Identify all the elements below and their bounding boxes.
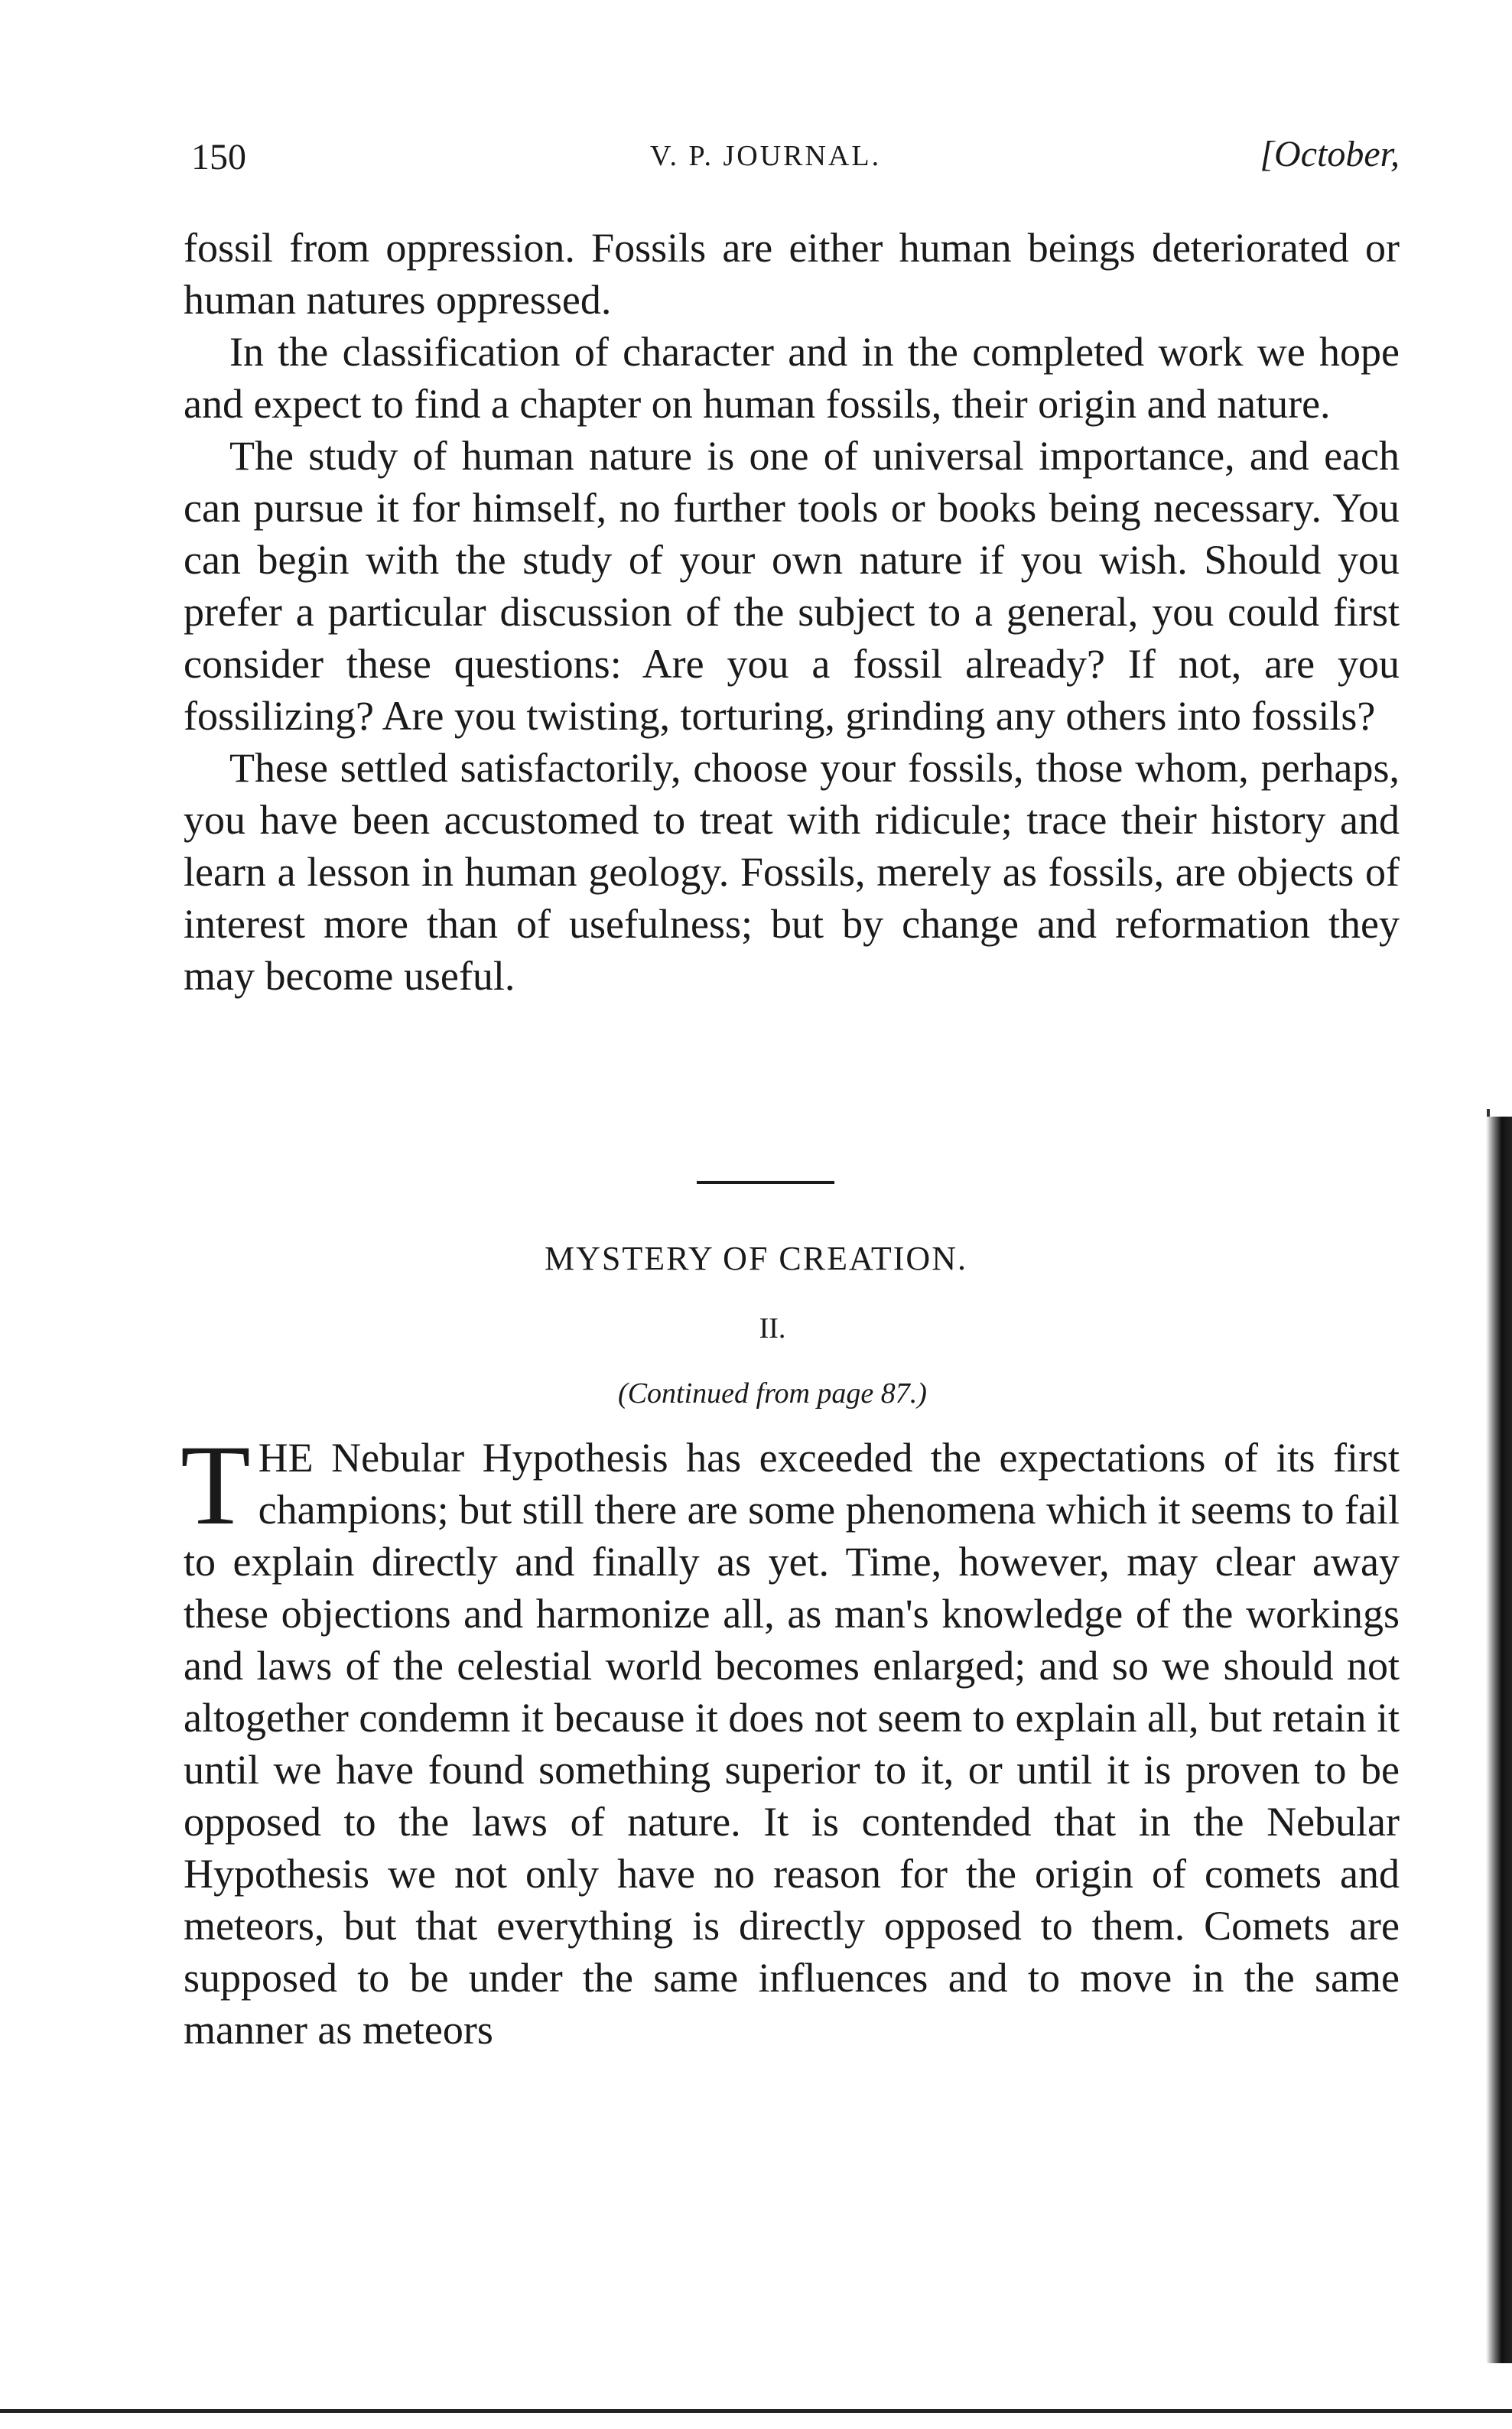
article-first-paragraph-text: HE Nebular Hypothesis has exceeded the expectations of its first champions; but still there are some phenomena which it seems to fail to explain directly and finally as yet. Time, however, may clear away these objections and harmonize all, as man's knowledge of the workings and laws of the celestial world becomes enlarged; and so we should not altogether condemn it because it does not seem to explain all, but retain it until we have found something superior to it, or until it is proven to be opposed to the laws of nature. It is contended that in the Nebular Hypothesis we not only have no reason for the origin of comets and meteors, but that everything is directly opposed to them. Comets are supposed to be under the same influences and to move in the same manner as meteors [184, 1435, 1400, 2053]
paragraph: The study of human nature is one of universal importance, and each can pursue it for himself, no further tools or books being necessary. You can begin with the study of your own nature if you wish. Should you prefer a particular discussion of the subject to a general, you could first consider these questions: Are you a fossil already? If not, are you fossilizing? Are you twisting, torturing, grinding any others into fossils? [184, 433, 1400, 739]
paragraph: These settled satisfactorily, choose your fossils, those whom, perhaps, you have been accustomed to treat with ridicule; trace their history and learn a lesson in human geology. Fossils, merely as fossils, are objects of interest more than of usefulness; but by change and reformation they may become useful. [184, 745, 1400, 999]
issue-month: [October, [1260, 134, 1400, 174]
running-header [191, 128, 1400, 190]
page-number: 150 [191, 137, 246, 177]
drop-cap: T [180, 1422, 251, 1549]
section-divider [697, 1181, 834, 1184]
journal-title: V. P. JOURNAL. [650, 140, 882, 172]
continuation-note: (Continued from page 87.) [618, 1377, 927, 1410]
article-part-number: II. [759, 1312, 786, 1345]
scan-bottom-edge [0, 2409, 1512, 2413]
article-title: MYSTERY OF CREATION. [545, 1240, 967, 1277]
paragraph: fossil from oppression. Fossils are either human beings deteriorated or human natures oppressed. [184, 225, 1400, 323]
scan-edge-shadow [1486, 1117, 1512, 2363]
paragraph: In the classification of character and in the completed work we hope and expect to find a chapter on human fossils, their origin and nature. [184, 329, 1400, 427]
article-body [180, 1422, 1400, 2056]
article-first-paragraph [180, 1422, 1400, 2056]
previous-article-text [184, 222, 1400, 1002]
